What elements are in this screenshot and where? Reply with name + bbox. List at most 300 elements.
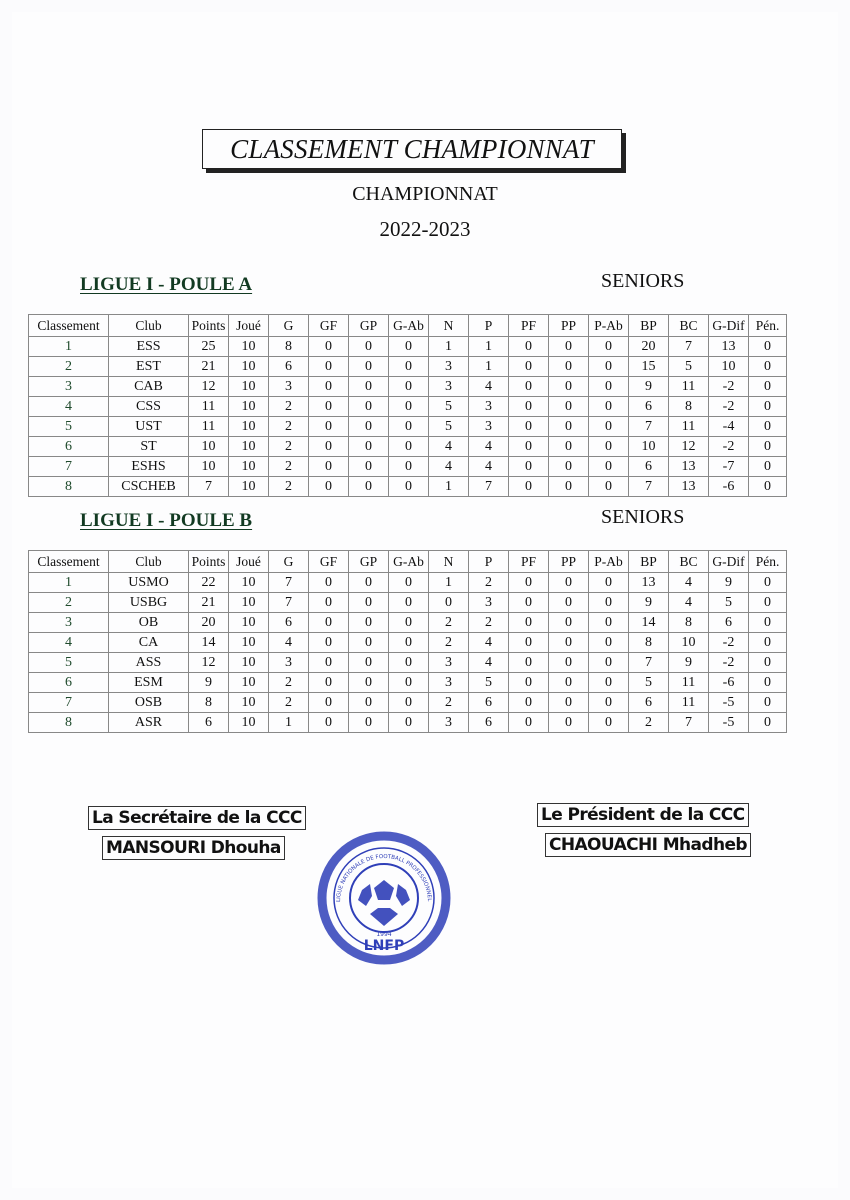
- club-cell: ASR: [109, 713, 189, 733]
- stat-cell: 0: [309, 613, 349, 633]
- stat-cell: 8: [269, 337, 309, 357]
- club-cell: OB: [109, 613, 189, 633]
- rank-cell: 8: [29, 713, 109, 733]
- column-header: Joué: [229, 551, 269, 573]
- stat-cell: 1: [429, 337, 469, 357]
- club-cell: UST: [109, 417, 189, 437]
- column-header: G-Ab: [389, 551, 429, 573]
- stat-cell: -5: [709, 693, 749, 713]
- stat-cell: 4: [269, 633, 309, 653]
- stat-cell: 2: [269, 477, 309, 497]
- stamp-text: LIGUE NATIONALE DE FOOTBALL PROFESSIONNEL: [335, 853, 433, 903]
- stat-cell: 13: [629, 573, 669, 593]
- stat-cell: 0: [549, 713, 589, 733]
- stat-cell: 0: [389, 633, 429, 653]
- stat-cell: 0: [389, 417, 429, 437]
- stat-cell: 5: [709, 593, 749, 613]
- lnfp-stamp-seal: [310, 828, 458, 968]
- rank-cell: 7: [29, 693, 109, 713]
- stat-cell: 4: [429, 437, 469, 457]
- stat-cell: 2: [429, 613, 469, 633]
- stat-cell: 0: [589, 417, 629, 437]
- rank-cell: 5: [29, 653, 109, 673]
- stat-cell: 0: [509, 633, 549, 653]
- stat-cell: 9: [629, 377, 669, 397]
- stat-cell: 0: [389, 673, 429, 693]
- rank-cell: 8: [29, 477, 109, 497]
- stat-cell: 22: [189, 573, 229, 593]
- stat-cell: 3: [269, 377, 309, 397]
- stat-cell: 0: [749, 477, 787, 497]
- stat-cell: 6: [709, 613, 749, 633]
- stat-cell: -2: [709, 397, 749, 417]
- rank-cell: 5: [29, 417, 109, 437]
- stat-cell: 0: [589, 633, 629, 653]
- stat-cell: 0: [389, 437, 429, 457]
- stat-cell: 12: [669, 437, 709, 457]
- table-row: [29, 337, 787, 357]
- stat-cell: 13: [669, 477, 709, 497]
- stat-cell: 0: [749, 417, 787, 437]
- stat-cell: 0: [509, 613, 549, 633]
- rank-cell: 6: [29, 673, 109, 693]
- stat-cell: 5: [469, 673, 509, 693]
- stat-cell: 0: [749, 653, 787, 673]
- stat-cell: 2: [269, 417, 309, 437]
- club-cell: ESS: [109, 337, 189, 357]
- stat-cell: 0: [309, 457, 349, 477]
- stat-cell: 0: [349, 653, 389, 673]
- rank-cell: 3: [29, 377, 109, 397]
- column-header: GF: [309, 551, 349, 573]
- poule-b-title: LIGUE I - POULE B: [80, 510, 253, 531]
- stat-cell: 8: [189, 693, 229, 713]
- stat-cell: 4: [669, 593, 709, 613]
- stat-cell: 7: [269, 573, 309, 593]
- column-header: Pén.: [749, 315, 787, 337]
- club-cell: USBG: [109, 593, 189, 613]
- stat-cell: 0: [549, 613, 589, 633]
- table-row: [29, 713, 787, 733]
- table-row: [29, 613, 787, 633]
- stat-cell: 0: [749, 593, 787, 613]
- stat-cell: 0: [749, 337, 787, 357]
- stat-cell: 0: [389, 337, 429, 357]
- table-row: [29, 377, 787, 397]
- stat-cell: 0: [549, 377, 589, 397]
- stat-cell: 0: [309, 437, 349, 457]
- stat-cell: 0: [749, 713, 787, 733]
- stat-cell: -2: [709, 633, 749, 653]
- stat-cell: 4: [469, 457, 509, 477]
- stat-cell: 0: [749, 357, 787, 377]
- stat-cell: 11: [669, 377, 709, 397]
- stat-cell: 3: [429, 377, 469, 397]
- stat-cell: 5: [429, 417, 469, 437]
- stat-cell: 13: [709, 337, 749, 357]
- document-title: CLASSEMENT CHAMPIONNAT: [202, 129, 622, 169]
- stat-cell: 9: [669, 653, 709, 673]
- stat-cell: 0: [509, 377, 549, 397]
- stat-cell: 0: [309, 573, 349, 593]
- stat-cell: 0: [309, 477, 349, 497]
- column-header: G: [269, 315, 309, 337]
- club-cell: ESM: [109, 673, 189, 693]
- stat-cell: 0: [549, 397, 589, 417]
- stat-cell: 3: [469, 417, 509, 437]
- club-cell: ST: [109, 437, 189, 457]
- stat-cell: 0: [589, 713, 629, 733]
- table-row: [29, 457, 787, 477]
- column-header: GP: [349, 315, 389, 337]
- stat-cell: 11: [669, 673, 709, 693]
- stat-cell: 0: [509, 693, 549, 713]
- stat-cell: 0: [549, 337, 589, 357]
- column-header: Pén.: [749, 551, 787, 573]
- stat-cell: 0: [509, 397, 549, 417]
- stat-cell: 0: [349, 673, 389, 693]
- stat-cell: -6: [709, 673, 749, 693]
- stat-cell: 8: [629, 633, 669, 653]
- column-header: Classement: [29, 315, 109, 337]
- column-header: GP: [349, 551, 389, 573]
- stat-cell: 2: [429, 633, 469, 653]
- stat-cell: 0: [749, 693, 787, 713]
- column-header: G-Dif: [709, 315, 749, 337]
- stat-cell: 7: [669, 713, 709, 733]
- rank-cell: 3: [29, 613, 109, 633]
- stat-cell: 6: [269, 613, 309, 633]
- column-header: PP: [549, 315, 589, 337]
- stat-cell: 1: [269, 713, 309, 733]
- stat-cell: 8: [669, 613, 709, 633]
- stat-cell: 4: [429, 457, 469, 477]
- stat-cell: 4: [469, 653, 509, 673]
- stat-cell: 0: [549, 457, 589, 477]
- stat-cell: 15: [629, 357, 669, 377]
- stat-cell: 10: [229, 397, 269, 417]
- column-header: G-Dif: [709, 551, 749, 573]
- stat-cell: 0: [749, 457, 787, 477]
- stat-cell: 2: [269, 457, 309, 477]
- stat-cell: 10: [189, 457, 229, 477]
- stat-cell: 0: [389, 377, 429, 397]
- stat-cell: 10: [629, 437, 669, 457]
- stat-cell: 3: [429, 713, 469, 733]
- stat-cell: 0: [349, 437, 389, 457]
- stat-cell: 0: [589, 437, 629, 457]
- stat-cell: 2: [269, 693, 309, 713]
- stat-cell: 10: [229, 457, 269, 477]
- stat-cell: 2: [629, 713, 669, 733]
- stat-cell: 25: [189, 337, 229, 357]
- stat-cell: 10: [669, 633, 709, 653]
- stat-cell: 0: [349, 713, 389, 733]
- stat-cell: 9: [629, 593, 669, 613]
- club-cell: USMO: [109, 573, 189, 593]
- stat-cell: 10: [229, 593, 269, 613]
- poule-a-category: SENIORS: [601, 270, 685, 292]
- stat-cell: 0: [389, 653, 429, 673]
- stat-cell: 2: [469, 573, 509, 593]
- stamp-year: 1994: [376, 931, 392, 938]
- club-cell: OSB: [109, 693, 189, 713]
- stat-cell: 0: [349, 613, 389, 633]
- stat-cell: 21: [189, 357, 229, 377]
- stat-cell: 0: [309, 593, 349, 613]
- stat-cell: 3: [429, 673, 469, 693]
- stat-cell: 0: [389, 573, 429, 593]
- stat-cell: 10: [229, 573, 269, 593]
- stat-cell: 20: [189, 613, 229, 633]
- stat-cell: 0: [589, 377, 629, 397]
- stat-cell: 0: [389, 397, 429, 417]
- secretary-name: MANSOURI Dhouha: [102, 836, 285, 860]
- stat-cell: 5: [669, 357, 709, 377]
- stat-cell: 0: [509, 417, 549, 437]
- stat-cell: 0: [549, 477, 589, 497]
- stat-cell: 0: [589, 593, 629, 613]
- stat-cell: 0: [309, 417, 349, 437]
- table-header-row: [29, 315, 787, 337]
- document-subtitle: CHAMPIONNAT: [352, 183, 498, 205]
- column-header: BP: [629, 551, 669, 573]
- stat-cell: 0: [589, 613, 629, 633]
- rank-cell: 1: [29, 573, 109, 593]
- stat-cell: 0: [309, 397, 349, 417]
- column-header: PF: [509, 315, 549, 337]
- stat-cell: 0: [509, 593, 549, 613]
- stat-cell: 0: [509, 653, 549, 673]
- stat-cell: 1: [429, 573, 469, 593]
- standings-table-poule-a: [28, 314, 787, 497]
- stat-cell: 7: [629, 477, 669, 497]
- stat-cell: 6: [469, 693, 509, 713]
- stat-cell: 0: [749, 673, 787, 693]
- column-header: P: [469, 315, 509, 337]
- stat-cell: 6: [629, 457, 669, 477]
- stat-cell: 0: [349, 633, 389, 653]
- stat-cell: 10: [229, 477, 269, 497]
- column-header: P-Ab: [589, 315, 629, 337]
- president-name: CHAOUACHI Mhadheb: [545, 833, 751, 857]
- stat-cell: 0: [589, 573, 629, 593]
- stat-cell: 11: [669, 417, 709, 437]
- stat-cell: 7: [669, 337, 709, 357]
- table-header-row: [29, 551, 787, 573]
- stat-cell: -4: [709, 417, 749, 437]
- stat-cell: 10: [229, 613, 269, 633]
- stat-cell: 4: [469, 377, 509, 397]
- stat-cell: 0: [349, 593, 389, 613]
- stat-cell: -6: [709, 477, 749, 497]
- stat-cell: 0: [389, 477, 429, 497]
- rank-cell: 7: [29, 457, 109, 477]
- stat-cell: 5: [629, 673, 669, 693]
- stat-cell: 0: [749, 377, 787, 397]
- stat-cell: 3: [269, 653, 309, 673]
- stat-cell: 0: [549, 653, 589, 673]
- stat-cell: 0: [589, 357, 629, 377]
- stat-cell: 20: [629, 337, 669, 357]
- column-header: P: [469, 551, 509, 573]
- stat-cell: 4: [669, 573, 709, 593]
- stat-cell: 0: [349, 397, 389, 417]
- stat-cell: 0: [509, 457, 549, 477]
- stat-cell: 0: [549, 437, 589, 457]
- column-header: Club: [109, 551, 189, 573]
- column-header: Club: [109, 315, 189, 337]
- stat-cell: 11: [669, 693, 709, 713]
- stat-cell: 2: [429, 693, 469, 713]
- column-header: P-Ab: [589, 551, 629, 573]
- stat-cell: 0: [749, 437, 787, 457]
- stat-cell: 0: [349, 477, 389, 497]
- stat-cell: 7: [189, 477, 229, 497]
- column-header: G-Ab: [389, 315, 429, 337]
- stat-cell: 10: [229, 673, 269, 693]
- stat-cell: 0: [509, 357, 549, 377]
- table-row: [29, 693, 787, 713]
- column-header: Points: [189, 551, 229, 573]
- stat-cell: 10: [229, 693, 269, 713]
- column-header: Joué: [229, 315, 269, 337]
- stat-cell: 7: [469, 477, 509, 497]
- stat-cell: 0: [549, 593, 589, 613]
- stat-cell: 9: [189, 673, 229, 693]
- president-role: Le Président de la CCC: [537, 803, 749, 827]
- stat-cell: 6: [469, 713, 509, 733]
- stat-cell: 10: [229, 357, 269, 377]
- table-row: [29, 653, 787, 673]
- stat-cell: 0: [309, 713, 349, 733]
- stat-cell: -2: [709, 377, 749, 397]
- rank-cell: 2: [29, 593, 109, 613]
- table-row: [29, 573, 787, 593]
- stat-cell: 0: [309, 633, 349, 653]
- column-header: G: [269, 551, 309, 573]
- column-header: N: [429, 315, 469, 337]
- table-row: [29, 673, 787, 693]
- stat-cell: 0: [389, 457, 429, 477]
- stat-cell: 6: [269, 357, 309, 377]
- stat-cell: 0: [309, 673, 349, 693]
- stat-cell: 0: [749, 573, 787, 593]
- stamp-acronym: LNFP: [363, 938, 405, 954]
- stat-cell: 0: [749, 397, 787, 417]
- club-cell: CSS: [109, 397, 189, 417]
- stat-cell: 3: [469, 397, 509, 417]
- stat-cell: 0: [349, 377, 389, 397]
- poule-a-title: LIGUE I - POULE A: [80, 274, 253, 295]
- stat-cell: 0: [349, 417, 389, 437]
- stat-cell: 4: [469, 437, 509, 457]
- stat-cell: 10: [229, 437, 269, 457]
- stat-cell: 0: [549, 357, 589, 377]
- rank-cell: 2: [29, 357, 109, 377]
- stat-cell: 3: [429, 653, 469, 673]
- stat-cell: 0: [549, 673, 589, 693]
- stat-cell: 12: [189, 377, 229, 397]
- column-header: N: [429, 551, 469, 573]
- stat-cell: 14: [189, 633, 229, 653]
- stat-cell: 6: [629, 397, 669, 417]
- column-header: PP: [549, 551, 589, 573]
- stat-cell: 2: [269, 673, 309, 693]
- club-cell: CAB: [109, 377, 189, 397]
- stat-cell: 0: [309, 377, 349, 397]
- stat-cell: 10: [229, 713, 269, 733]
- rank-cell: 1: [29, 337, 109, 357]
- stat-cell: -2: [709, 437, 749, 457]
- club-cell: CSCHEB: [109, 477, 189, 497]
- stat-cell: 10: [229, 417, 269, 437]
- stat-cell: 10: [229, 633, 269, 653]
- stat-cell: 0: [509, 673, 549, 693]
- season: 2022-2023: [379, 217, 471, 241]
- table-row: [29, 437, 787, 457]
- stat-cell: 2: [469, 613, 509, 633]
- stat-cell: 0: [509, 573, 549, 593]
- stat-cell: 0: [349, 357, 389, 377]
- column-header: BC: [669, 315, 709, 337]
- club-cell: EST: [109, 357, 189, 377]
- stat-cell: 0: [509, 437, 549, 457]
- rank-cell: 6: [29, 437, 109, 457]
- stat-cell: 0: [549, 693, 589, 713]
- column-header: GF: [309, 315, 349, 337]
- stat-cell: 0: [509, 477, 549, 497]
- secretary-role: La Secrétaire de la CCC: [88, 806, 306, 830]
- stat-cell: 0: [509, 713, 549, 733]
- stat-cell: 9: [709, 573, 749, 593]
- stat-cell: 0: [749, 633, 787, 653]
- stat-cell: 0: [589, 337, 629, 357]
- club-cell: CA: [109, 633, 189, 653]
- stat-cell: 0: [429, 593, 469, 613]
- stat-cell: 0: [309, 357, 349, 377]
- club-cell: ESHS: [109, 457, 189, 477]
- stat-cell: 10: [229, 377, 269, 397]
- stat-cell: 0: [349, 457, 389, 477]
- stat-cell: 3: [469, 593, 509, 613]
- poule-b-category: SENIORS: [601, 506, 685, 528]
- stat-cell: 0: [389, 613, 429, 633]
- stat-cell: 10: [709, 357, 749, 377]
- stat-cell: 10: [189, 437, 229, 457]
- table-row: [29, 633, 787, 653]
- stat-cell: 8: [669, 397, 709, 417]
- stat-cell: 0: [309, 653, 349, 673]
- table-row: [29, 417, 787, 437]
- stat-cell: 3: [429, 357, 469, 377]
- stat-cell: 0: [589, 653, 629, 673]
- stat-cell: 0: [549, 417, 589, 437]
- stat-cell: 5: [429, 397, 469, 417]
- stat-cell: 6: [189, 713, 229, 733]
- stat-cell: 7: [629, 653, 669, 673]
- column-header: Classement: [29, 551, 109, 573]
- stat-cell: 7: [629, 417, 669, 437]
- stat-cell: 12: [189, 653, 229, 673]
- stat-cell: 14: [629, 613, 669, 633]
- rank-cell: 4: [29, 633, 109, 653]
- stat-cell: 0: [389, 593, 429, 613]
- table-row: [29, 593, 787, 613]
- stat-cell: 0: [309, 693, 349, 713]
- stat-cell: 0: [389, 713, 429, 733]
- stat-cell: 11: [189, 397, 229, 417]
